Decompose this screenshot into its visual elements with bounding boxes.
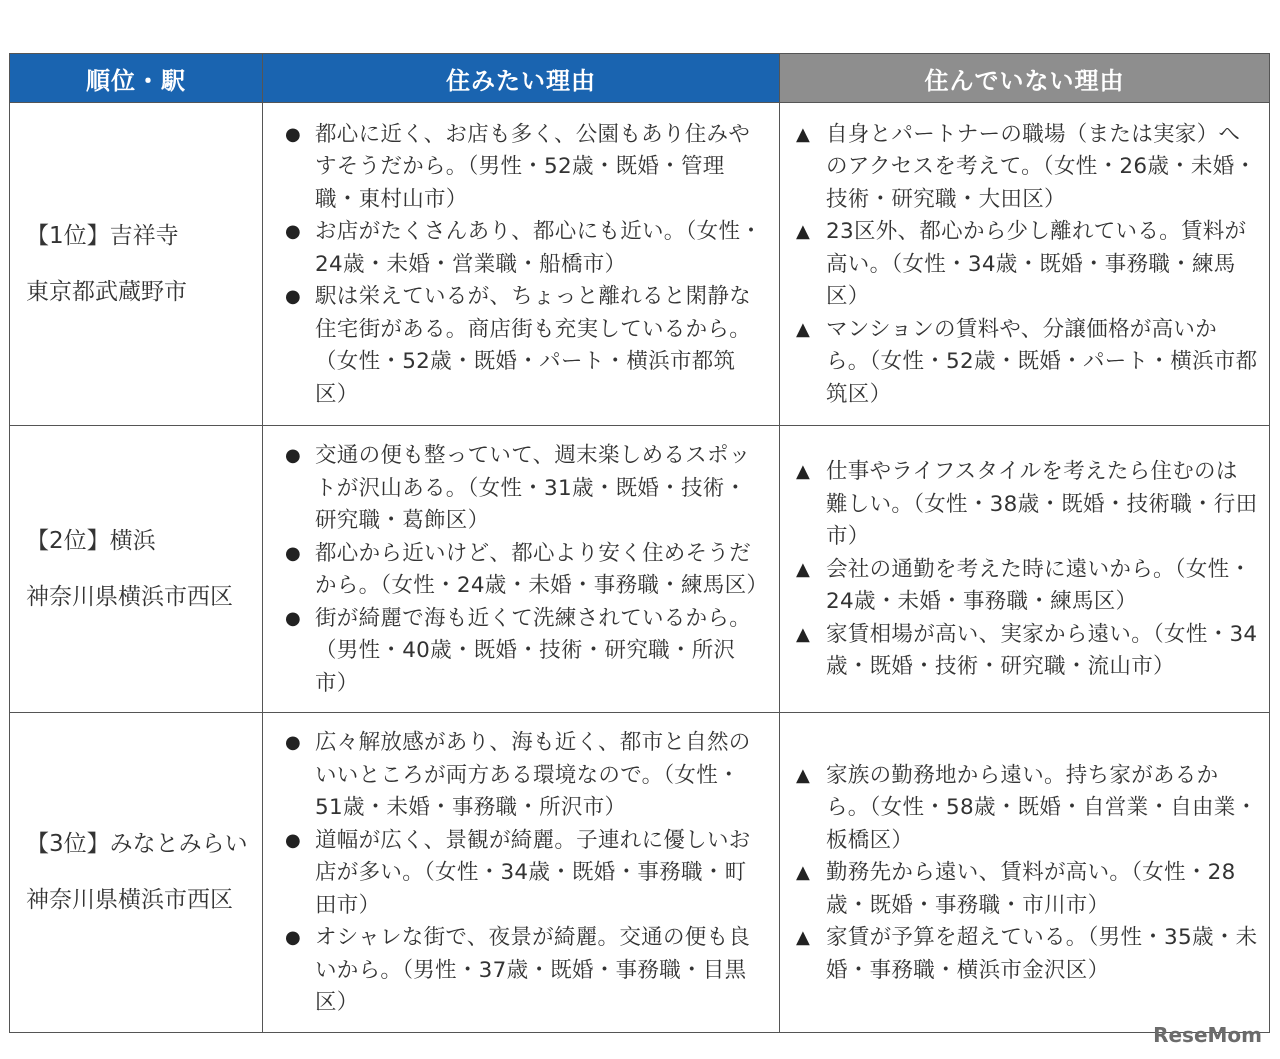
list-item [796, 760, 1259, 858]
reason-text: 都心から近いけど、都心より安く住めそうだから。（女性・24歳・未婚・事務職・練馬区） [315, 540, 769, 598]
bullet-icon: ● [285, 542, 302, 564]
list-item [796, 619, 1259, 684]
list-item [796, 922, 1259, 987]
list-item [285, 538, 767, 603]
want-reasons-list [263, 105, 779, 424]
list-item [796, 216, 1259, 314]
triangle-icon: ▲ [796, 221, 811, 243]
not-reasons-list [780, 746, 1269, 1000]
header-rank-station: 順位・駅 [10, 54, 263, 103]
table-row [10, 426, 1270, 713]
not-reasons-list [780, 105, 1269, 424]
reason-text: 道幅が広く、景観が綺麗。子連れに優しいお店が多い。（女性・34歳・既婚・事務職・町田市） [315, 827, 751, 918]
bullet-icon: ● [285, 123, 302, 145]
bullet-icon: ● [285, 607, 302, 629]
triangle-icon: ▲ [796, 764, 811, 786]
rank-title: 【3位】みなとみらい [26, 831, 248, 858]
reasons-table [9, 53, 1270, 1033]
triangle-icon: ▲ [796, 461, 811, 483]
reason-text: 交通の便も整っていて、週末楽しめるスポットが沢山ある。（女性・31歳・既婚・技術・研究職・葛飾区） [315, 443, 751, 533]
list-item [285, 216, 767, 281]
list-item [285, 727, 767, 825]
list-item [285, 440, 767, 538]
list-item [796, 456, 1259, 554]
rank-title: 【1位】吉祥寺 [26, 223, 179, 249]
list-item [285, 281, 767, 411]
list-item [285, 603, 767, 701]
not-reasons-cell [780, 103, 1270, 426]
bullet-icon: ● [285, 829, 302, 851]
not-reasons-list [780, 442, 1269, 696]
list-item [796, 314, 1259, 412]
reason-text: 23区外、都心から少し離れている。賃料が高い。（女性・34歳・既婚・事務職・練馬区） [826, 219, 1247, 310]
triangle-icon: ▲ [796, 927, 811, 948]
list-item [796, 119, 1259, 217]
reason-text: 仕事やライフスタイルを考えたら住むのは難しい。（女性・38歳・既婚・技術職・行田市） [826, 459, 1258, 550]
resemom-logo: ReseMom [1153, 1023, 1262, 1047]
list-item [285, 825, 767, 923]
bullet-icon: ● [285, 445, 302, 466]
want-reasons-list [263, 426, 779, 712]
rank-cell [10, 713, 263, 1033]
not-reasons-cell [780, 426, 1270, 713]
reason-text: マンションの賃料や、分譲価格が高いから。（女性・52歳・既婚・パート・横浜市都筑区） [826, 316, 1258, 407]
want-reasons-list [263, 713, 779, 1032]
want-reasons-cell [263, 713, 780, 1033]
list-item [796, 857, 1259, 922]
rank-location: 東京都武蔵野市 [26, 279, 187, 305]
table-row [10, 713, 1270, 1033]
bullet-icon: ● [285, 221, 302, 243]
reason-text: オシャレな街で、夜景が綺麗。交通の便も良いから。（男性・37歳・既婚・事務職・目黒区） [315, 925, 751, 1015]
list-item [285, 922, 767, 1020]
reason-text: 街が綺麗で海も近くて洗練されているから。（男性・40歳・既婚・技術・研究職・所沢市） [315, 605, 752, 696]
reason-text: 広々解放感があり、海も近く、都市と自然のいいところが両方ある環境なので。（女性・51歳・未婚・事務職・所沢市） [315, 730, 751, 820]
bullet-icon: ● [285, 286, 302, 308]
reason-text: 家賃相場が高い、実家から遠い。（女性・34歳・既婚・技術・研究職・流山市） [826, 621, 1258, 680]
triangle-icon: ▲ [796, 318, 811, 340]
rank-location: 神奈川県横浜市西区 [26, 887, 233, 914]
triangle-icon: ▲ [796, 862, 811, 883]
header-reasons-want: 住みたい理由 [263, 54, 780, 103]
list-item [796, 554, 1259, 619]
bullet-icon: ● [285, 927, 302, 948]
reason-text: 家賃が予算を超えている。（男性・35歳・未婚・事務職・横浜市金沢区） [826, 925, 1258, 983]
want-reasons-cell [263, 426, 780, 713]
reason-text: お店がたくさんあり、都心にも近い。（女性・24歳・未婚・営業職・船橋市） [315, 219, 763, 277]
table-header-row [10, 54, 1270, 103]
rank-cell [10, 103, 263, 426]
rank-location: 神奈川県横浜市西区 [26, 584, 233, 610]
reason-text: 都心に近く、お店も多く、公園もあり住みやすそうだから。（男性・52歳・既婚・管理職・東村山市） [315, 121, 751, 212]
reason-text: 自身とパートナーの職場（または実家）へのアクセスを考えて。（女性・26歳・未婚・技術・研究職・大田区） [826, 121, 1257, 212]
bullet-icon: ● [285, 732, 302, 753]
triangle-icon: ▲ [796, 123, 811, 145]
reason-text: 勤務先から遠い、賃料が高い。（女性・28歳・既婚・事務職・市川市） [826, 860, 1236, 918]
header-reasons-not: 住んでいない理由 [780, 54, 1270, 103]
list-item [285, 119, 767, 217]
reason-text: 駅は栄えているが、ちょっと離れると閑静な住宅街がある。商店街も充実しているから。（女性・52歳・既婚・パート・横浜市都筑区） [315, 284, 752, 407]
rank-title: 【2位】横浜 [26, 528, 156, 554]
want-reasons-cell [263, 103, 780, 426]
reason-text: 家族の勤務地から遠い。持ち家があるから。（女性・58歳・既婚・自営業・自由業・板橋区） [826, 762, 1258, 853]
triangle-icon: ▲ [796, 623, 811, 645]
table-row [10, 103, 1270, 426]
triangle-icon: ▲ [796, 558, 811, 580]
not-reasons-cell [780, 713, 1270, 1033]
reason-text: 会社の通勤を考えた時に遠いから。（女性・24歳・未婚・事務職・練馬区） [826, 556, 1252, 615]
rank-cell [10, 426, 263, 713]
